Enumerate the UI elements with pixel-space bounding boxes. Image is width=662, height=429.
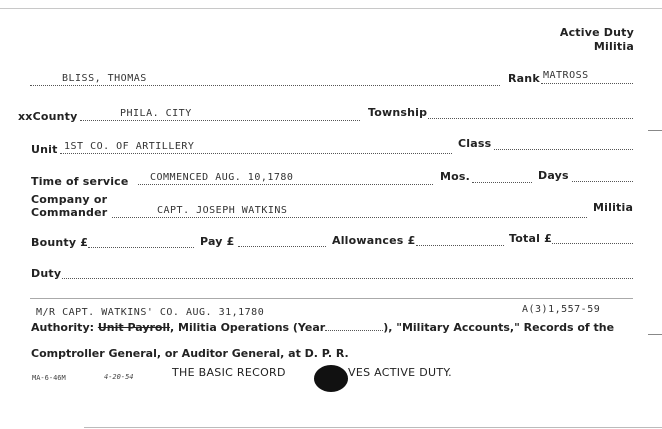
- form-code: MA-6-46M: [32, 374, 66, 382]
- top-edge-rule: [0, 8, 662, 9]
- township-line: [428, 118, 633, 119]
- record-code: A(3)1,557-59: [522, 304, 601, 315]
- authority-line2: Comptroller General, or Auditor General, at D. P. R.: [31, 347, 349, 360]
- signature-mark: 4-20-54: [104, 373, 134, 381]
- unit-label: Unit: [31, 143, 58, 156]
- duty-line: [62, 278, 633, 279]
- name-line: [30, 85, 500, 86]
- authority-struck: Unit Payroll: [97, 321, 171, 334]
- township-label: Township: [368, 106, 428, 119]
- duty-label: Duty: [31, 267, 62, 280]
- soldier-name: BLISS, THOMAS: [62, 73, 147, 84]
- commander-label: Commander: [31, 206, 108, 219]
- commander-line: [112, 217, 587, 218]
- class-line: [494, 149, 633, 150]
- unit-value: 1ST CO. OF ARTILLERY: [64, 141, 195, 152]
- county-label: [18, 110, 78, 123]
- days-line: [572, 181, 633, 182]
- county-prefix: xx: [18, 110, 33, 123]
- service-label: Time of service: [31, 175, 129, 188]
- bounty-label: Bounty £: [31, 236, 89, 249]
- unit-line: [60, 153, 452, 154]
- months-label: Mos.: [440, 170, 471, 183]
- service-value: COMMENCED AUG. 10,1780: [150, 172, 294, 183]
- basic-record-right: VES ACTIVE DUTY.: [348, 366, 452, 379]
- bottom-rule: [84, 427, 662, 428]
- county-line: [80, 120, 360, 121]
- authority-label: Authority:: [31, 321, 95, 334]
- pay-line: [238, 246, 326, 247]
- allowances-label: Allowances £: [332, 234, 416, 247]
- class-label: Class: [458, 137, 492, 150]
- edge-mark-1: [648, 130, 662, 131]
- rank-value: MATROSS: [543, 70, 589, 81]
- edge-mark-2: [648, 334, 662, 335]
- authority-rest: , Militia Operations (Year: [170, 321, 326, 334]
- basic-record-left: THE BASIC RECORD: [172, 366, 286, 379]
- company-label: Company or: [31, 193, 108, 206]
- header-active-duty: Active Duty: [559, 26, 634, 39]
- record-entry: M/R CAPT. WATKINS' CO. AUG. 31,1780: [36, 307, 265, 318]
- service-line: [138, 184, 433, 185]
- days-label: Days: [538, 169, 569, 182]
- bounty-line: [88, 247, 194, 248]
- county-value: PHILA. CITY: [120, 108, 192, 119]
- total-line: [552, 243, 633, 244]
- rank-line: [541, 83, 633, 84]
- county-label-text: County: [32, 110, 78, 123]
- commander-value: CAPT. JOSEPH WATKINS: [157, 205, 288, 216]
- pay-label: Pay £: [200, 235, 235, 248]
- allowances-line: [416, 245, 504, 246]
- militia-suffix: Militia: [593, 201, 634, 214]
- total-label: Total £: [509, 232, 552, 245]
- year-line: [325, 330, 383, 331]
- header-militia: Militia: [593, 40, 634, 53]
- section-divider: [30, 298, 633, 299]
- months-line: [472, 182, 532, 183]
- ink-blot: [314, 365, 348, 392]
- rank-label: Rank: [508, 72, 540, 85]
- authority-line: [31, 321, 614, 334]
- authority-tail: ), "Military Accounts," Records of the: [383, 321, 615, 334]
